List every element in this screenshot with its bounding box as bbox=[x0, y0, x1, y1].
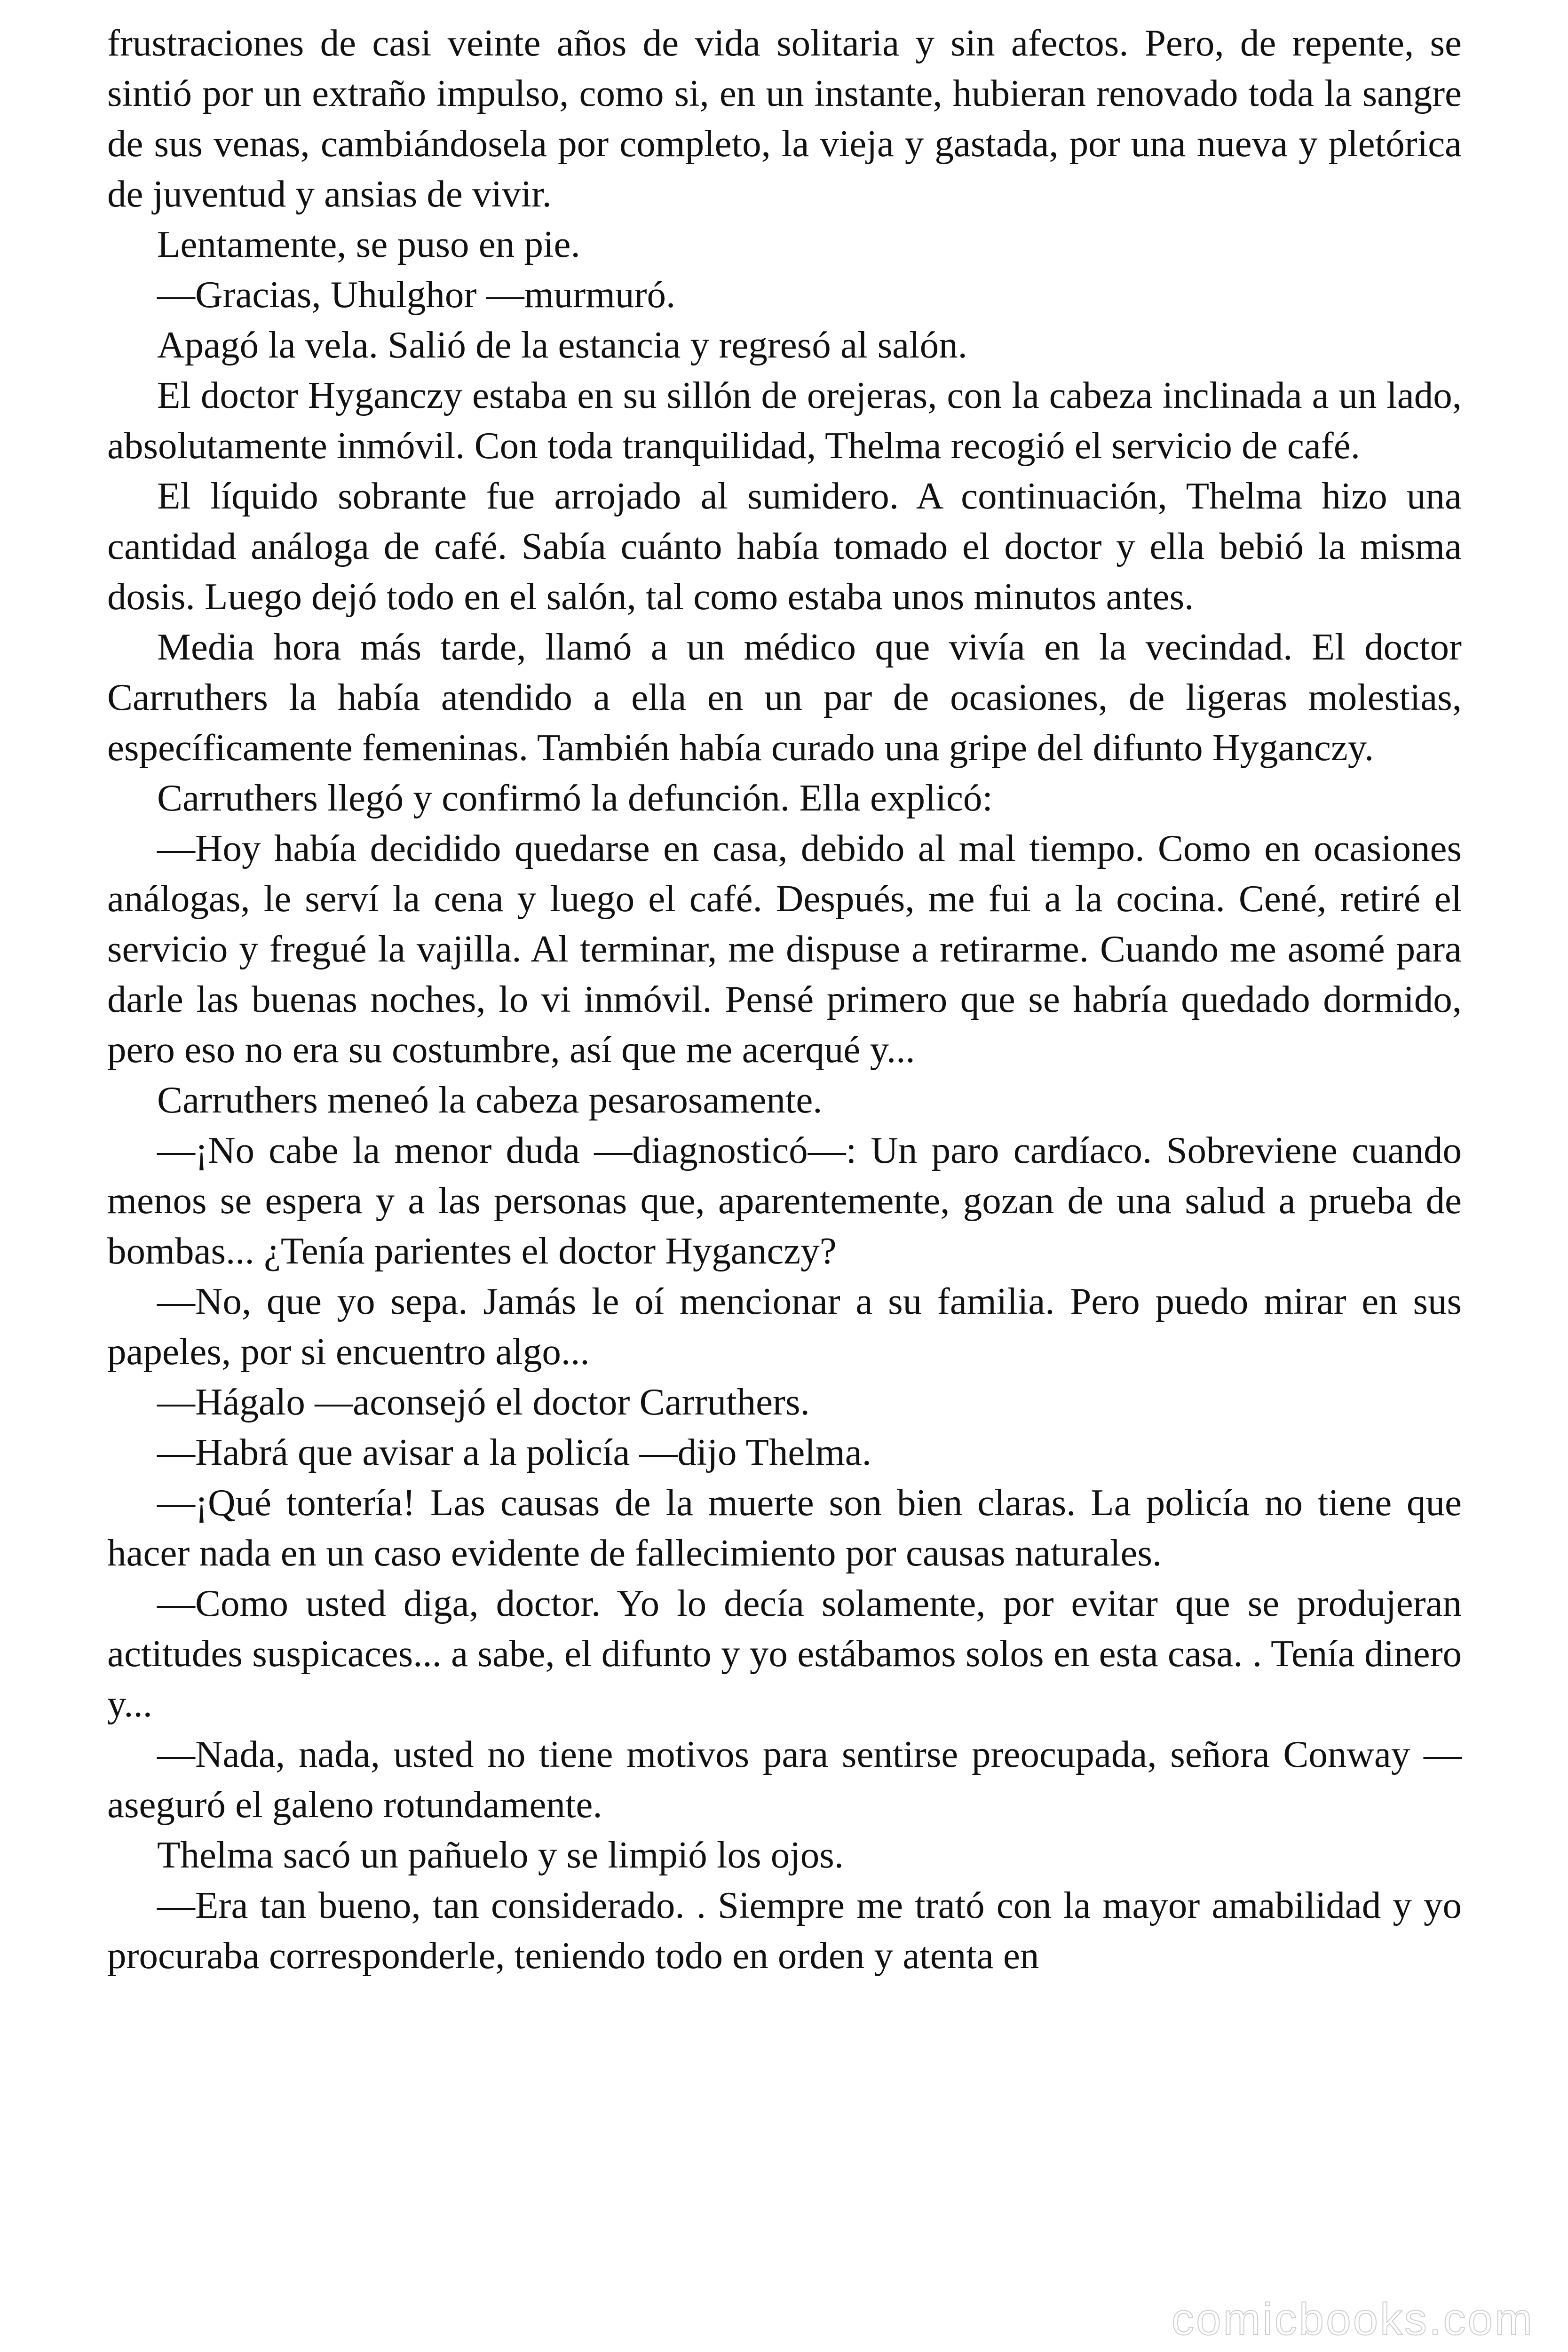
paragraph: —¡No cabe la menor duda —diagnosticó—: Un paro cardíaco. Sobreviene cuando menos se espera y a las personas que, aparentemente, gozan de una salud a prueba de bombas... ¿Tenía parientes el doctor Hyganczy? bbox=[107, 1129, 1462, 1272]
paragraph: El líquido sobrante fue arrojado al sumidero. A continuación, Thelma hizo una cantidad análoga de café. Sabía cuánto había tomado el doctor y ella bebió la misma dosis. Luego dejó todo en el salón, tal como estaba unos minutos antes. bbox=[107, 475, 1462, 618]
paragraph: —Habrá que avisar a la policía —dijo Thelma. bbox=[157, 1431, 871, 1473]
paragraph: —Hoy había decidido quedarse en casa, debido al mal tiempo. Como en ocasiones análogas, le serví la cena y luego el café. Después, me fui a la cocina. Cené, retiré el servicio y fregué la vajilla. Al terminar, me dispuse a retirarme. Cuando me asomé para darle las buenas noches, lo vi inmóvil. Pensé primero que se habría quedado dormido, pero eso no era su costumbre, así que me acerqué y... bbox=[107, 827, 1462, 1071]
paragraph: Media hora más tarde, llamó a un médico que vivía en la vecindad. El doctor Carruthers la había atendido a ella en un par de ocasiones, de ligeras molestias, específicamente femeninas. También había curado una gripe del difunto Hyganczy. bbox=[107, 626, 1462, 769]
paragraph: —Nada, nada, usted no tiene motivos para sentirse preocupada, señora Conway — aseguró el galeno rotundamente. bbox=[107, 1733, 1462, 1826]
paragraph: El doctor Hyganczy estaba en su sillón de orejeras, con la cabeza inclinada a un lado, absolutamente inmóvil. Con toda tranquilidad, Thelma recogió el servicio de café. bbox=[107, 374, 1462, 467]
paragraph: Apagó la vela. Salió de la estancia y regresó al salón. bbox=[157, 324, 967, 366]
paragraph: —Era tan bueno, tan considerado. . Siempre me trató con la mayor amabilidad y yo procuraba corresponderle, teniendo todo en orden y atenta en bbox=[107, 1884, 1462, 1977]
paragraph: —Hágalo —aconsejó el doctor Carruthers. bbox=[157, 1381, 810, 1423]
body-text bbox=[107, 18, 1462, 1981]
paragraph: Lentamente, se puso en pie. bbox=[157, 223, 580, 265]
paragraph: —Gracias, Uhulghor —murmuró. bbox=[157, 273, 676, 316]
paragraph: —¡Qué tontería! Las causas de la muerte son bien claras. La policía no tiene que hacer nada en un caso evidente de fallecimiento por causas naturales. bbox=[107, 1481, 1462, 1574]
paragraph: Carruthers meneó la cabeza pesarosamente. bbox=[157, 1079, 823, 1121]
paragraph: Thelma sacó un pañuelo y se limpió los ojos. bbox=[157, 1834, 844, 1876]
watermark: comicbooks.com bbox=[1172, 2294, 1534, 2344]
paragraph: —No, que yo sepa. Jamás le oí mencionar a su familia. Pero puedo mirar en sus papeles, por si encuentro algo... bbox=[107, 1280, 1462, 1373]
paragraph: Carruthers llegó y confirmó la defunción. Ella explicó: bbox=[157, 777, 993, 819]
paragraph: frustraciones de casi veinte años de vida solitaria y sin afectos. Pero, de repente, se sintió por un extraño impulso, como si, en un instante, hubieran renovado toda la sangre de sus venas, cambiándosela por completo, la vieja y gastada, por una nueva y pletórica de juventud y ansias de vivir. bbox=[107, 22, 1462, 215]
paragraph: —Como usted diga, doctor. Yo lo decía solamente, por evitar que se produjeran actitudes suspicaces... a sabe, el difunto y yo estábamos solos en esta casa. . Tenía dinero y... bbox=[107, 1582, 1462, 1725]
